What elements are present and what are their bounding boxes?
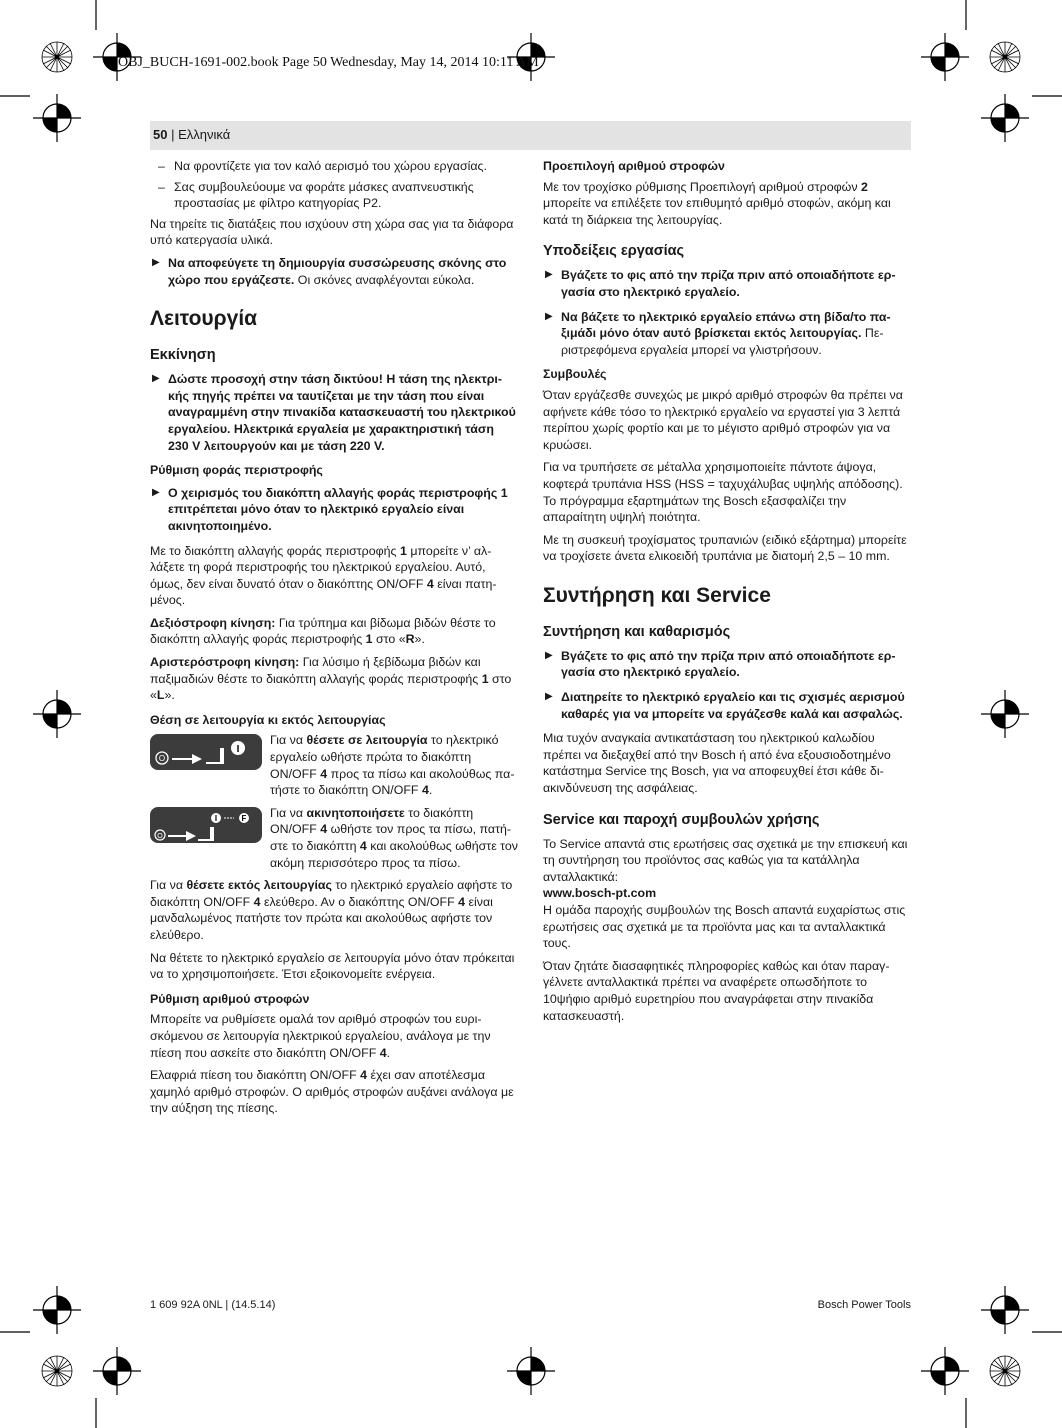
warning-item: ▶ Βγάζετε το φις από την πρίζα πριν από οποιαδήποτε εργασία στο ηλεκτρικό εργαλείο. xyxy=(545,648,896,680)
paragraph: Για να τρυπήσετε σε μέταλλα χρησιμοποιείτε πάντοτε άψογα, κοφτερά τρυπάνια HSS (HSS = ταχυχάλυβας υψηλής απόδοσης). Το πρόγραμμα εξαρτημάτων της Bosch εξασφαλίζει την απαραίτητη υψηλή ποιότητα. xyxy=(543,460,903,525)
page-number: 50 xyxy=(153,127,168,142)
switch-lock-figure xyxy=(150,807,262,843)
file-slug: OBJ_BUCH-1691-002.book Page 50 Wednesday, May 14, 2014 10:11 AM xyxy=(118,55,539,70)
paragraph: Αριστερόστροφη κίνηση: Για λύσιμο ή ξεβίδωμα βιδών και παξιμαδιών θέστε το διακόπτη αλλαγής φοράς περιστροφής 1 στο «L». xyxy=(150,655,512,703)
paragraph: Η ομάδα παροχής συμβουλών της Bosch απαντά ευχαρίστως στις ερωτήσεις σας σχετικά με τα προϊόντα μας και τα ανταλλακτικά τους. xyxy=(543,903,906,951)
subheading: Προεπιλογή αριθμού στροφών xyxy=(543,159,725,173)
figure-row xyxy=(150,805,518,871)
paragraph: Όταν ζητάτε διασαφητικές πληροφορίες καθώς και όταν παραγγέλνετε ανταλλακτικά πρέπει να αναφέρετε οπωσδήποτε το 10ψήφιο αριθμό ευρετηρίου που αναγράφεται στην πινακίδα κατασκευαστή. xyxy=(543,958,890,1023)
header-bar xyxy=(150,121,911,150)
paragraph: Όταν εργάζεσθε συνεχώς με μικρό αριθμό στροφών θα πρέπει να αφήνετε κάθε τόσο το ηλεκτρικό εργαλείο να εργαστεί για 3 λεπτά περίπου χωρίς φορτίο και με το μέγιστο αριθμό στροφών για να κρυώσει. xyxy=(543,387,903,452)
figure-row xyxy=(150,732,518,798)
fig-o-label: O xyxy=(158,754,166,764)
left-column xyxy=(150,158,518,1123)
paragraph: Να τηρείτε τις διατάξεις που ισχύουν στη χώρα σας για τα διάφορα υπό κατεργασία υλικά. xyxy=(150,216,514,248)
paragraph: Μπορείτε να ρυθμίσετε ομαλά τον αριθμό στροφών του ευρισκόμενου σε λειτουργία ηλεκτρικού εργαλείου, ανάλογα με την πίεση που ασκείτε στο διακόπτη ON/OFF 4. xyxy=(150,1012,491,1060)
list-item: – Να φροντίζετε για τον καλό αερισμό του χώρου εργασίας. xyxy=(158,159,487,173)
paragraph: Μια τυχόν αναγκαία αντικατάσταση του ηλεκτρικού καλωδίου πρέπει να διεξαχθεί από την Bosch ή από ένα εξουσιοδοτημένο κατάστημα Service της Bosch, για να αποφευχθεί έτσι κάθε διακινδύνευση της ασφάλειας. xyxy=(543,731,891,796)
service-url[interactable]: www.bosch-pt.com xyxy=(543,886,657,901)
paragraph: Το Service απαντά στις ερωτήσεις σας σχετικά με την επισκευή και τη συντήρηση του προϊόντος σας καθώς για τα κατάλληλα ανταλλακτικά: xyxy=(543,836,908,884)
fig-f-label: F xyxy=(241,813,247,823)
warning-item: ▶ Να αποφεύγετε τη δημιουργία συσσώρευσης σκόνης στο χώρο που εργάζεστε. Οι σκόνες αναφλέγονται εύκολα. xyxy=(152,255,507,287)
subsection-title: Υποδείξεις εργασίας xyxy=(543,243,685,260)
subsection-title: Συντήρηση και καθαρισμός xyxy=(543,623,731,640)
subheading: Ρύθμιση αριθμού στροφών xyxy=(150,991,310,1006)
footer-left: 1 609 92A 0NL | (14.5.14) xyxy=(150,1299,276,1311)
header-separator: | xyxy=(167,127,179,142)
warning-item: ▶ Ο χειρισμός του διακόπτη αλλαγής φοράς περιστροφής 1 επιτρέπεται μόνο όταν το ηλεκτρικό εργαλείο είναι ακινητοποιημένο. xyxy=(152,485,508,533)
warning-item: ▶ Να βάζετε το ηλεκτρικό εργαλείο επάνω στη βίδα/το παξιμάδι μόνο όταν αυτό βρίσκεται εκτός λειτουργίας. Περιστρεφόμενα εργαλεία μπορεί να γλιστρήσουν. xyxy=(545,309,891,357)
paragraph: Ελαφριά πίεση του διακόπτη ON/OFF 4 έχει σαν αποτέλεσμα χαμηλό αριθμό στροφών. Ο αριθμός στροφών αυξάνει ανάλογα με την αύξηση της πίεσης. xyxy=(150,1068,514,1116)
subsection-title: Εκκίνηση xyxy=(150,347,216,364)
warning-item: ▶ Δώστε προσοχή στην τάση δικτύου! Η τάση της ηλεκτρικής πηγής πρέπει να ταυτίζεται με την τάση που είναι αναγραμμένη στην πινακίδα κατασκευαστή του ηλεκτρικού εργαλείου. Ηλεκτρικά εργαλεία με χαρακτηριστική τάση 230 V λειτουργούν και με τάση 220 V. xyxy=(152,372,516,453)
warning-item: ▶ Διατηρείτε το ηλεκτρικό εργαλείο και τις σχισμές αερισμού καθαρές για να μπορείτε να εργάζεσθε καλά και ασφαλώς. xyxy=(545,690,905,721)
page-header xyxy=(153,127,230,142)
subheading: Ρύθμιση φοράς περιστροφής xyxy=(150,463,323,478)
paragraph: Για να θέσετε εκτός λειτουργίας το ηλεκτρικό εργαλείο αφήστε το διακόπτη ON/OFF 4 ελεύθερο. Αν ο διακόπτης ON/OFF 4 είναι μανδαλωμένος πατήστε τον πρώτα και ακολούθως αφήστε τον ελεύθερο. xyxy=(150,878,513,942)
fig-o-label: O xyxy=(157,832,163,840)
section-title: Λειτουργία xyxy=(150,307,258,331)
switch-on-figure xyxy=(150,734,262,770)
subsection-title: Service και παροχή συμβουλών χρήσης xyxy=(543,811,820,828)
paragraph: Με το διακόπτη αλλαγής φοράς περιστροφής 1 μπορείτε ν’ αλλάξετε τη φορά περιστροφής του ηλεκτρικού εργαλείου. Αυτό, όμως, δεν είναι δυνατό όταν ο διακόπτης ON/OFF 4 είναι πατημένος. xyxy=(150,543,497,608)
paragraph: Με τον τροχίσκο ρύθμισης Προεπιλογή αριθμού στροφών 2 μπορείτε να επιλέξετε τον επιθυμητό αριθμό στοφών, ακόμη και κατά τη διάρκεια της λειτουργίας. xyxy=(543,179,891,227)
list-item: – Σας συμβουλεύουμε να φοράτε μάσκες αναπνευστικής προστασίας με φίλτρο κατηγορίας P2. xyxy=(158,179,474,211)
subheading: Θέση σε λειτουργία κι εκτός λειτουργίας xyxy=(150,712,386,727)
right-column xyxy=(543,158,911,1030)
section-title: Συντήρηση και Service xyxy=(543,583,771,607)
footer-right: Bosch Power Tools xyxy=(817,1299,911,1311)
paragraph: Να θέτετε το ηλεκτρικό εργαλείο σε λειτουργία μόνο όταν πρόκειται να το χρησιμοποιήσετε. Έτσι εξοικονομείτε ενέργεια. xyxy=(150,950,515,982)
warning-item: ▶ Βγάζετε το φις από την πρίζα πριν από οποιαδήποτε εργασία στο ηλεκτρικό εργαλείο. xyxy=(545,268,896,299)
header-language: Ελληνικά xyxy=(178,127,231,142)
subheading: Συμβουλές xyxy=(543,367,607,382)
fig-i-label: I xyxy=(214,813,218,823)
paragraph: Δεξιόστροφη κίνηση: Για τρύπημα και βίδωμα βιδών θέστε το διακόπτη αλλαγής φοράς περιστροφής 1 στο «R». xyxy=(150,615,496,647)
switch-lock-text: Για να ακινητοποιήσετε το διακόπτη ON/OFF 4 ωθήστε τον προς τα πίσω, πατήστε το διακόπτη 4 και ακολούθως ωθήστε τον ακόμη περισσότερο προς τα πίσω. xyxy=(270,805,518,870)
fig-i-label: I xyxy=(236,744,240,756)
switch-on-text: Για να θέσετε σε λειτουργία το ηλεκτρικό εργαλείο ωθήστε πρώτα το διακόπτη ON/OFF 4 προς τα πίσω και ακολούθως πατήστε το διακόπτη ON/OFF 4. xyxy=(270,733,515,798)
paragraph: Με τη συσκευή τροχίσματος τρυπανιών (ειδικό εξάρτημα) μπορείτε να τροχίσετε άνετα ελικοειδή τρυπάνια με διατομή 2,5 – 10 mm. xyxy=(543,532,907,564)
